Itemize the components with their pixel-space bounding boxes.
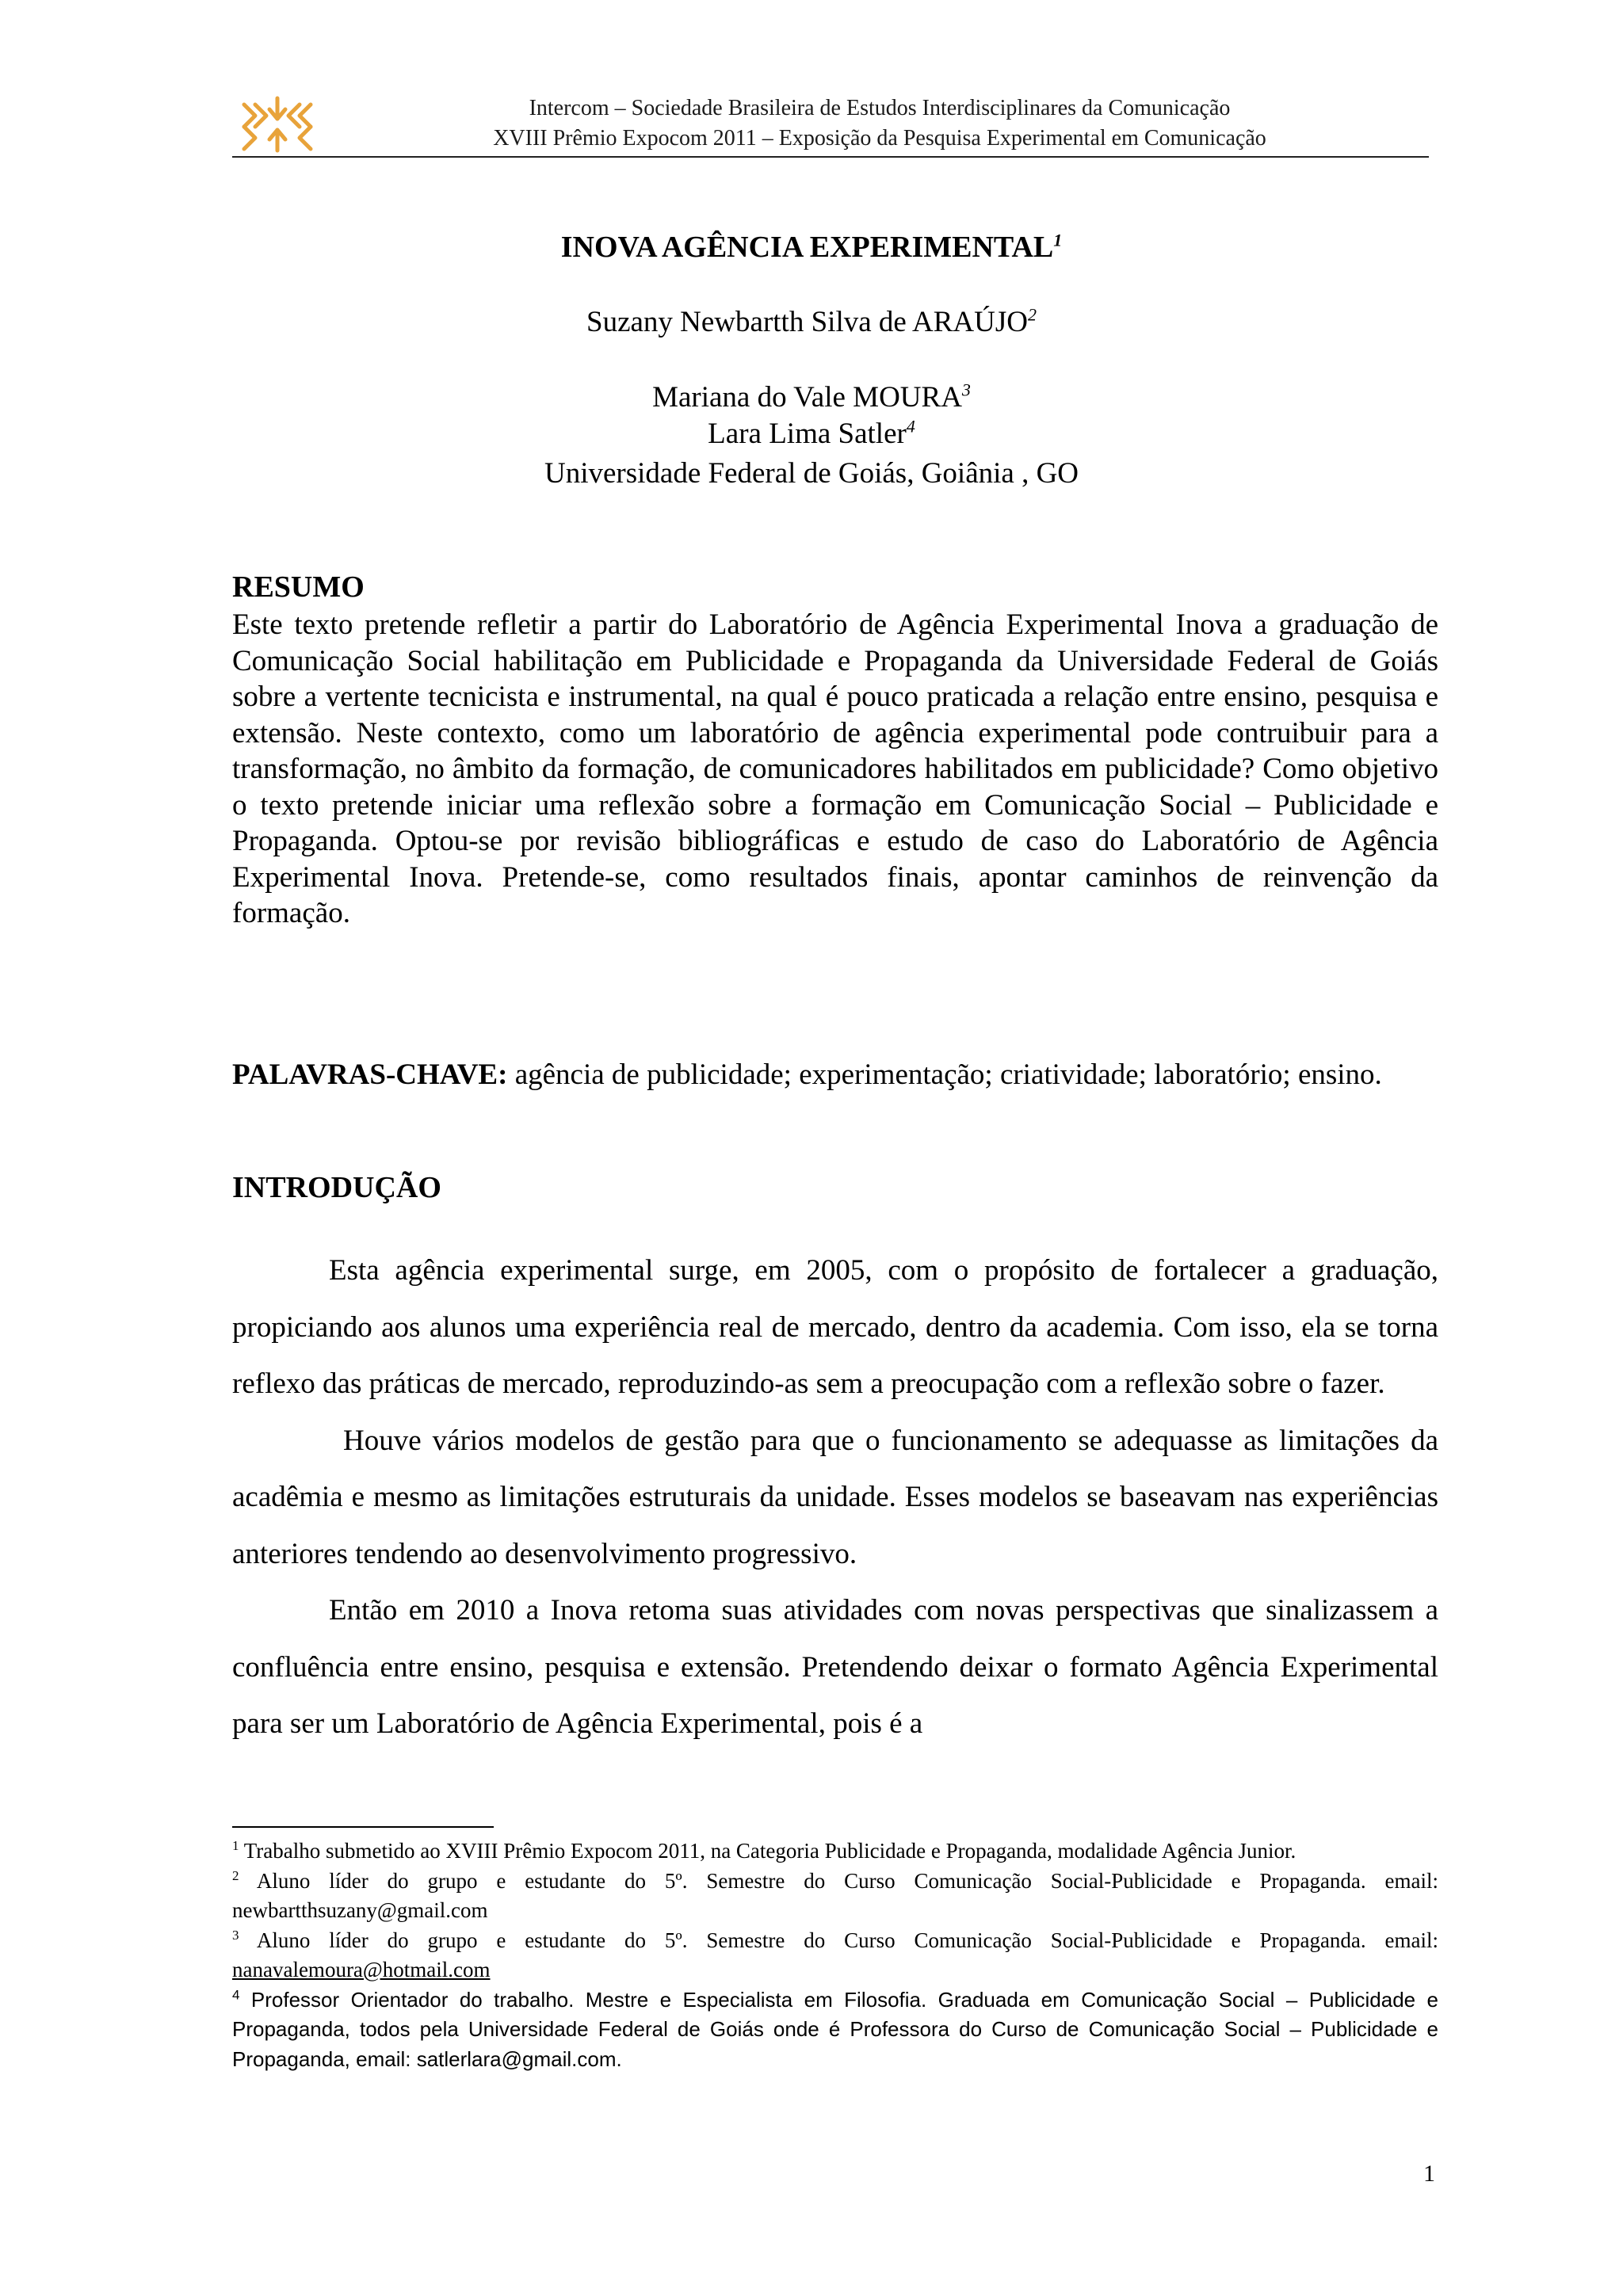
author-2: Mariana do Vale MOURA$^3$: [652, 379, 971, 414]
resumo-heading: RESUMO: [232, 570, 365, 604]
keywords-text: agência de publicidade; experimentação; criatividade; laboratório; ensino.: [514, 1058, 1382, 1091]
keywords-label: PALAVRAS-CHAVE:: [232, 1058, 508, 1091]
intro-paragraph: Então em 2010 a Inova retoma suas atividades com novas perspectivas que sinalizassem a confluência entre ensino, pesquisa e extensão. Pretendendo deixar o formato Agência Experimental para ser um Laboratório de Agência Experimental, pois é a: [232, 1594, 1438, 1740]
title-footnote-ref: 1: [1053, 230, 1063, 250]
paper-title: INOVA AGÊNCIA EXPERIMENTAL$^1$: [560, 230, 1063, 264]
intro-paragraph: Esta agência experimental surge, em 2005, com o propósito de fortalecer a graduação, propiciando aos alunos uma experiência real de mercado, dentro da academia. Com isso, ela se torna reflexo das práticas de mercado, reproduzindo-as sem a preocupação com a reflexão sobre o fazer.: [232, 1254, 1438, 1400]
author-1: Suzany Newbartth Silva de ARAÚJO$^2$: [586, 304, 1037, 338]
page-number: 1: [1423, 2161, 1435, 2187]
intro-heading: INTRODUÇÃO: [232, 1171, 441, 1204]
resumo-text: Este texto pretende refletir a partir do Laboratório de Agência Experimental Inova a graduação de Comunicação Social habilitação em Publicidade e Propaganda da Universidade Federal de Goiás sobre a vertente tecnicista e instrumental, na qual é pouco praticada a relação entre ensino, pesquisa e extensão. Neste contexto, como um laboratório de agência experimental pode contruibuir para a transformação, no âmbito da formação, de comunicadores habilitados em publicidade? Como objetivo o texto pretende iniciar uma reflexão sobre a formação em Comunicação Social – Publicidade e Propaganda. Optou-se por revisão bibliográficas e estudo de caso do Laboratório de Agência Experimental Inova. Pretende-se, como resultados finais, apontar caminhos de reinvenção da formação.: [232, 608, 1438, 929]
header-line-1: Intercom – Sociedade Brasileira de Estudos Interdisciplinares da Comunicação: [529, 96, 1231, 120]
header-line-2: XVIII Prêmio Expocom 2011 – Exposição da Pesquisa Experimental em Comunicação: [493, 126, 1266, 151]
footnote-divider: [232, 1826, 494, 1828]
affiliation: Universidade Federal de Goiás, Goiânia , GO: [544, 457, 1079, 490]
footnote-3: $^3$ Aluno líder do grupo e estudante do 5º. Semestre do Curso Comunicação Social-Publicidade e Propaganda. email: nanavalemoura@hotmail.com: [232, 1927, 1439, 1981]
header-divider: [232, 156, 1429, 158]
footnote-3-email-link[interactable]: nanavalemoura@hotmail.com: [232, 1958, 491, 1981]
footnote-4: $^4$ Professor Orientador do trabalho. Mestre e Especialista em Filosofia. Graduada em Comunicação Social – Publicidade e Propaganda, todos pela Universidade Federal de Goiás onde é Professora do Curso de Comunicação Social – Publicidade e Propaganda, email: satlerlara@gmail.com.: [232, 1986, 1438, 2071]
intro-body: [232, 1242, 1438, 1753]
keywords: [232, 1057, 1438, 1093]
intercom-logo-icon: [238, 95, 317, 154]
footnote-1: $^1$ Trabalho submetido ao XVIII Prêmio Expocom 2011, na Categoria Publicidade e Propaganda, modalidade Agência Junior.: [232, 1838, 1296, 1863]
page-header: [333, 93, 1426, 154]
intro-paragraph: Houve vários modelos de gestão para que o funcionamento se adequasse as limitações da acadêmia e mesmo as limitações estruturais da unidade. Esses modelos se baseavam nas experiências anteriores tendendo ao desenvolvimento progressivo.: [232, 1424, 1438, 1570]
author-3: Lara Lima Satler$^4$: [708, 416, 915, 450]
footnotes: [232, 1836, 1438, 2074]
footnote-2: $^2$ Aluno líder do grupo e estudante do 5º. Semestre do Curso Comunicação Social-Publicidade e Propaganda. email: newbartthsuzany@gmail.com: [232, 1867, 1439, 1922]
